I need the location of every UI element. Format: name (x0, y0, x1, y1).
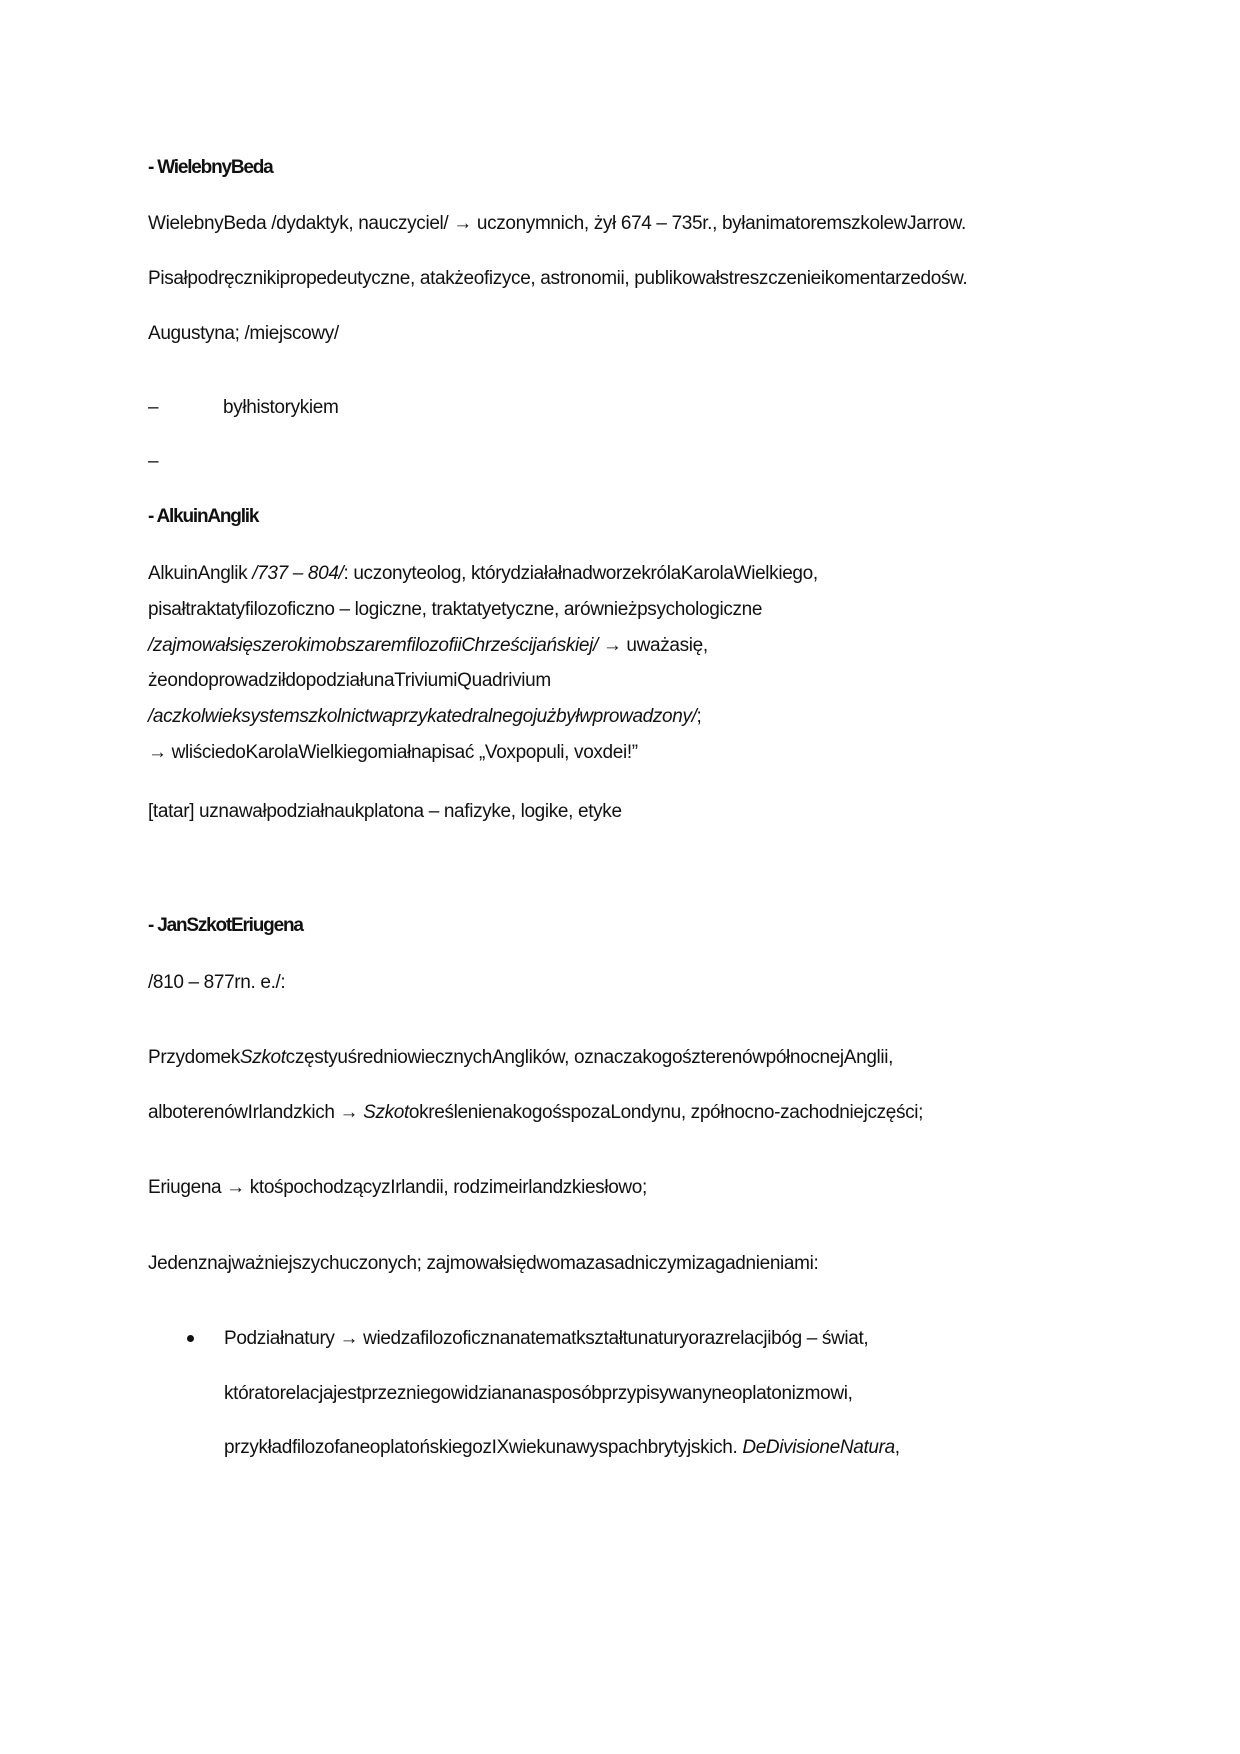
alkuin-school-note-tail: ; (696, 706, 702, 727)
bullet-item-line-2: któratorelacjajestprzezniegowidziananasposóbprzypisywanyneoplatonizmowi, (224, 1383, 853, 1404)
alkuin-paragraph-line-3 (148, 635, 708, 657)
bullet-tail: , (894, 1437, 900, 1458)
przydomek-text: Przydomek (148, 1047, 240, 1068)
alkuin-school-note-italic: /aczkolwieksystemszkolnictwaprzykatedralnegojużbyłwprowadzony/ (148, 706, 697, 727)
eriugena-paragraph-line-4: Jedenznajważniejszychuczonych; zajmowałsiędwomazasadniczymizagadnieniami: (148, 1253, 819, 1274)
eriugena-paragraph-line-2 (148, 1102, 923, 1124)
dash-list-item: byłhistorykiem (223, 397, 339, 418)
dash-list-marker-icon: – (148, 397, 159, 418)
bullet-icon (187, 1335, 194, 1342)
beda-paragraph-line-2: Pisałpodręcznikipropedeutyczne, atakżeofizyce, astronomii, publikowałstreszczenieikomentarzedośw. (148, 268, 968, 289)
alkuin-paragraph-line-7: [tatar] uznawałpodziałnaukplatona – nafizyke, logike, etyke (148, 801, 622, 822)
beda-paragraph-line-3: Augustyna; /miejscowy/ (148, 323, 339, 344)
alkuin-paragraph-line-6: → wliściedoKarolaWielkiegomiałnapisać „Voxpopuli, voxdei!” (148, 742, 638, 763)
alkuin-description: : uczonyteolog, którydziałałnadworzekrólaKarolaWielkiego, (343, 563, 818, 584)
bullet-item-line-3 (224, 1437, 900, 1459)
section-heading-eriugena: - JanSzkotEriugena (148, 915, 303, 936)
irish-lands-text: alboterenówIrlandzkich → (148, 1102, 364, 1123)
szkot-italic: Szkot (239, 1047, 286, 1068)
alkuin-paragraph-line-2: pisałtraktatyfilozoficzno – logiczne, traktatyetyczne, arównieżpsychologiczne (148, 599, 763, 620)
dash-list-marker-empty-icon: – (148, 451, 159, 472)
alkuin-name: AlkuinAnglik (148, 563, 253, 584)
szkot-italic-2: Szkot (363, 1102, 409, 1123)
work-title-italic: DeDivisioneNatura (742, 1437, 895, 1458)
alkuin-paragraph-line-4: żeondoprowadziłdopodziałunaTriviumiQuadrivium (148, 670, 551, 691)
alkuin-note-italic: /zajmowałsięszerokimobszaremfilozofiiChrześcijańskiej/ (148, 635, 598, 656)
alkuin-note-tail: → uważasię, (597, 635, 708, 656)
eriugena-dates: /810 – 877rn. e./: (148, 972, 286, 993)
alkuin-paragraph-line-1 (148, 563, 818, 585)
eriugena-paragraph-line-1 (148, 1047, 893, 1069)
section-heading-beda: - WielebnyBeda (148, 157, 273, 178)
alkuin-dates: /737 – 804/ (252, 563, 344, 584)
bullet-text: przykładfilozofaneoplatońskiegozIXwiekunawyspachbrytyjskich. (224, 1437, 743, 1458)
szkot-definition: określenienakogośspozaLondynu, zpółnocno-zachodniejczęści; (408, 1102, 924, 1123)
alkuin-paragraph-line-5 (148, 706, 701, 728)
przydomek-description: częstyuśredniowiecznychAnglików, oznaczakogośzterenówpółnocnejAnglii, (285, 1047, 894, 1068)
beda-paragraph-line-1: WielebnyBeda /dydaktyk, nauczyciel/ → uczonymnich, żył 674 – 735r., byłanimatoremszkolewJarrow. (148, 213, 966, 234)
section-heading-alkuin: - AlkuinAnglik (148, 506, 259, 527)
eriugena-paragraph-line-3: Eriugena → ktośpochodzącyzIrlandii, rodzimeirlandzkiesłowo; (148, 1177, 647, 1198)
bullet-item-line-1: Podziałnatury → wiedzafilozoficznanatematkształtunaturyorazrelacjibóg – świat, (224, 1328, 869, 1349)
